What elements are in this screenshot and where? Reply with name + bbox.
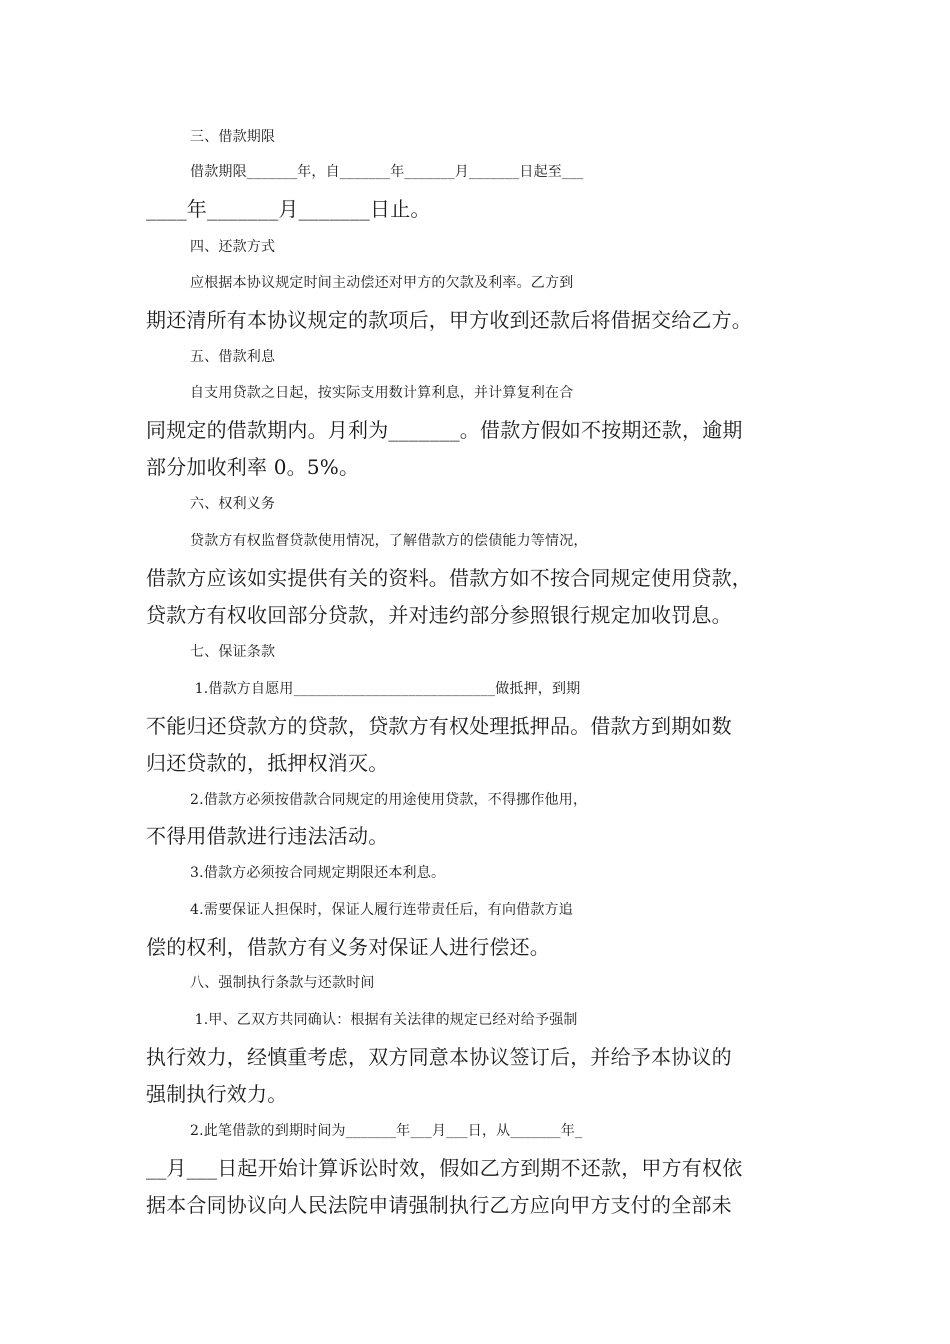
paragraph-line: 执行效力，经慎重考虑，双方同意本协议签订后，并给予本协议的 [146,1045,732,1069]
paragraph-line: 2.此笔借款的到期时间为_______年___月___日，从_______年_ [190,1123,583,1139]
paragraph-line: 借款期限_______年，自_______年_______月_______日起至___ [190,164,584,180]
paragraph-line: 部分加收利率 0。5%。 [146,455,360,479]
paragraph-line: 3.借款方必须按合同规定期限还本利息。 [190,865,446,881]
paragraph-line: 不得用借款进行违法活动。 [146,824,389,848]
paragraph-line: 借款方应该如实提供有关的资料。借款方如不按合同规定使用贷款， [146,566,752,590]
paragraph-line: __月___日起开始计算诉讼时效，假如乙方到期不还款，甲方有权依 [146,1156,743,1180]
paragraph-line: ____年_______月_______日止。 [146,197,431,221]
paragraph-line: 贷款方有权监督贷款使用情况，了解借款方的偿债能力等情况， [190,533,588,549]
paragraph-line: 偿的权利，借款方有义务对保证人进行偿还。 [146,935,550,959]
section-heading-rights: 六、权利义务 [190,496,276,512]
section-heading-repayment: 四、还款方式 [190,239,276,255]
paragraph-line: 归还贷款的，抵押权消灭。 [146,751,389,775]
section-heading-loan-term: 三、借款期限 [190,129,276,145]
paragraph-line: 应根据本协议规定时间主动偿还对甲方的欠款及利率。乙方到 [190,275,574,291]
paragraph-line: 4.需要保证人担保时，保证人履行连带责任后，有向借款方追 [190,902,573,918]
paragraph-line: 贷款方有权收回部分贷款，并对违约部分参照银行规定加收罚息。 [146,603,732,627]
paragraph-line: 同规定的借款期内。月利为_______。借款方假如不按期还款，逾期 [146,418,743,442]
paragraph-line: 自支用贷款之日起，按实际支用数计算利息，并计算复利在合 [190,385,574,401]
paragraph-line: 强制执行效力。 [146,1082,288,1106]
paragraph-line: 期还清所有本协议规定的款项后，甲方收到还款后将借据交给乙方。 [146,308,752,332]
paragraph-line: 1.甲、乙双方共同确认：根据有关法律的规定已经对给予强制 [190,1012,578,1028]
section-heading-interest: 五、借款利息 [190,349,276,365]
paragraph-line: 不能归还贷款方的贷款，贷款方有权处理抵押品。借款方到期如数 [146,714,732,738]
section-heading-guarantee: 七、保证条款 [190,644,276,660]
section-heading-enforcement: 八、强制执行条款与还款时间 [190,975,375,991]
paragraph-line: 据本合同协议向人民法院申请强制执行乙方应向甲方支付的全部未 [146,1193,732,1217]
paragraph-line: 2.借款方必须按借款合同规定的用途使用贷款，不得挪作他用， [190,792,588,808]
paragraph-line: 1.借款方自愿用____________________________做抵押，到期 [190,681,581,697]
